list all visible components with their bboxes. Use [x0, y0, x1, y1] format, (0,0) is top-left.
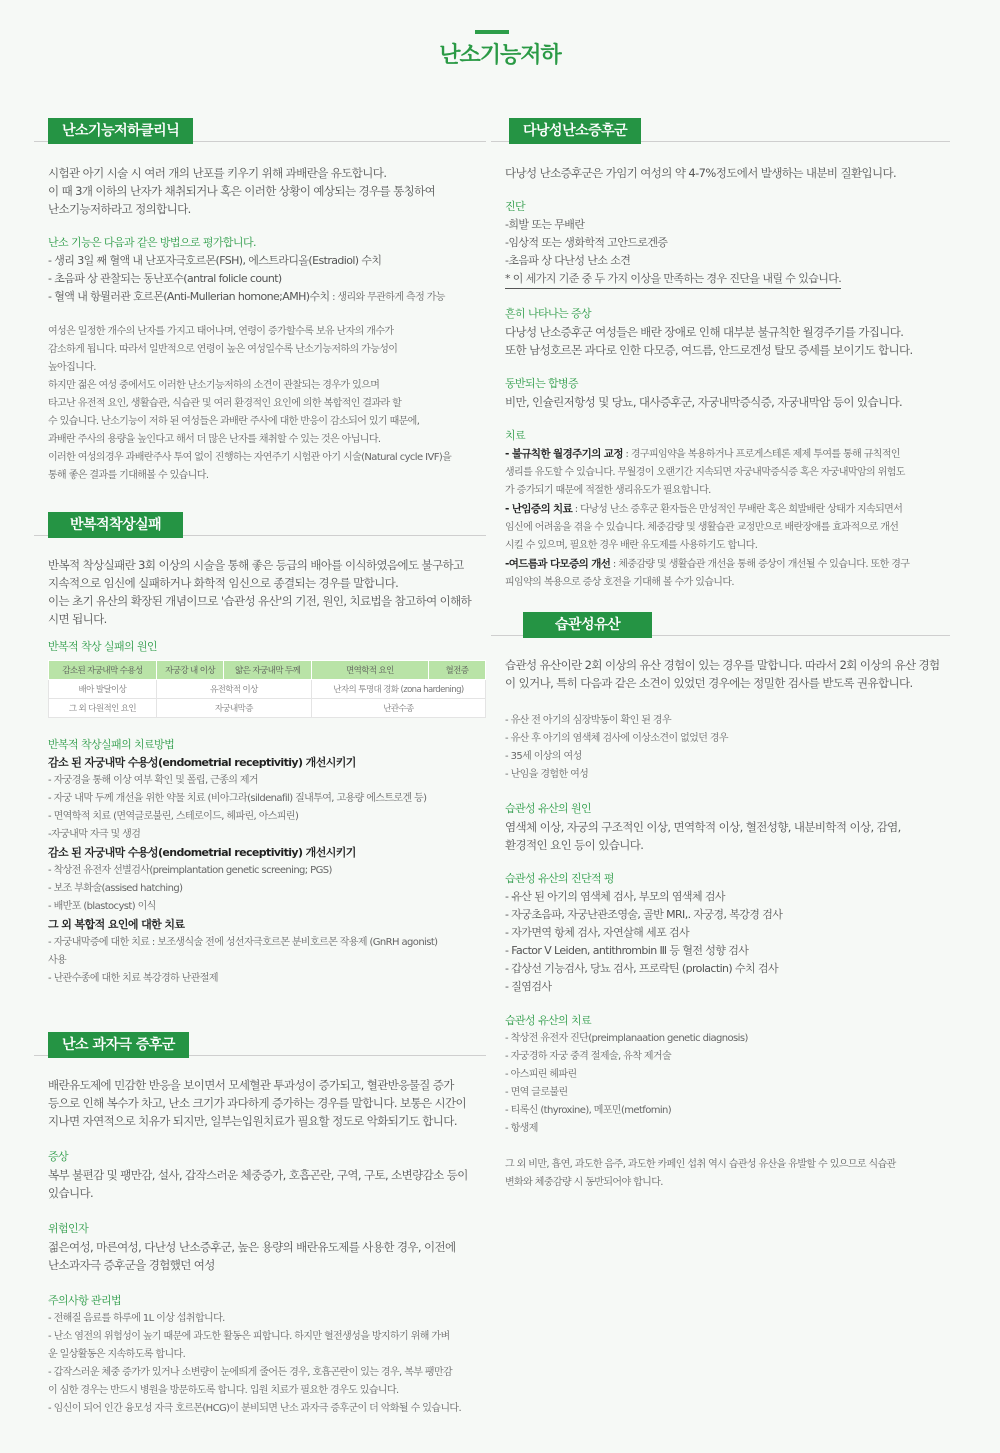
- section-ovarian-hyperstimulation-syndrome: [34, 1018, 486, 1418]
- list-item: - 착상전 유전자 선별검사(preimplantation genetic screening; PGS): [48, 865, 332, 876]
- list-item: - 혈액 내 항뮐러관 호르몬(Anti-Mullerian homone;AMH)수치 : 생리와 무관하게 측정 가능: [48, 290, 445, 303]
- list-item: - 자궁 내막 두께 개선을 위한 약물 치료 (비아그라(sildenafil) 질내투여, 고용량 에스트로겐 등): [48, 793, 427, 804]
- desc-line: 감소하게 됩니다. 따라서 일반적으로 연령이 높은 여성일수록 난소기능저하의 가능성이: [48, 344, 398, 355]
- table-header-cell: 자궁강 내 이상: [156, 661, 223, 680]
- intro-line: 이 있거나, 특히 다음과 같은 소견이 있었던 경우에는 정밀한 검사를 받도록 권유합니다.: [505, 676, 913, 690]
- intro-line: 배란유도제에 민감한 반응을 보이면서 모세혈관 투과성이 증가되고, 혈관반응물질 증가: [48, 1078, 454, 1092]
- treatment-item: - 불규칙한 월경주기의 교정 : 경구피임약을 복용하거나 프로게스테론 제제 투여를 통해 규칙적인: [505, 448, 900, 460]
- intro-line: 이 때 3개 이하의 난자가 채취되거나 혹은 이러한 상황이 예상되는 경우를 통칭하여: [48, 184, 436, 198]
- sub-heading: 증상: [48, 1150, 69, 1163]
- table-header-cell: 얇은 자궁내막 두께: [224, 661, 312, 680]
- sub-heading: 진단: [505, 200, 526, 213]
- text-line: 다낭성 난소증후군 여성들은 배란 장애로 인해 대부분 불규칙한 월경주기를 가집니다.: [505, 325, 904, 339]
- list-item: - 면역 글로불린: [505, 1087, 568, 1098]
- text-line: 염색체 이상, 자궁의 구조적인 이상, 면역학적 이상, 혈전성향, 내분비학적 이상, 감염,: [505, 820, 901, 834]
- outro-line: 그 외 비만, 흡연, 과도한 음주, 과도한 카페인 섭취 역시 습관성 유산을 유발할 수 있으므로 식습관: [505, 1159, 896, 1170]
- sub-heading: 동반되는 합병증: [505, 377, 579, 390]
- intro-line: 지속적으로 임신에 실패하거나 화학적 임신으로 종결되는 경우를 말합니다.: [48, 576, 399, 590]
- list-item: - 자궁내막증에 대한 치료 : 보조생식술 전에 성선자극호르몬 분비호르몬 작용제 (GnRH agonist): [48, 937, 438, 948]
- treat-heading: 감소 된 자궁내막 수용성(endometrial receptivitiy) 개선시키기: [48, 756, 356, 769]
- text-line: 복부 불편감 및 팽만감, 설사, 갑작스러운 체중증가, 호흡곤란, 구역, 구토, 소변량감소 등이: [48, 1168, 468, 1182]
- list-item: - 아스피린 헤파린: [505, 1069, 577, 1080]
- list-item: - 배반포 (blastocyst) 이식: [48, 901, 156, 912]
- list-item: - 난관수종에 대한 치료 복강경하 난관절제: [48, 973, 218, 984]
- table-header-cell: 감소된 자궁내막 수용성: [49, 661, 157, 680]
- sub-heading: 치료: [505, 429, 526, 442]
- table-cell: 자궁내막증: [156, 699, 311, 718]
- table-header-cell: 혈전증: [428, 661, 485, 680]
- list-item: - 항생제: [505, 1123, 538, 1134]
- desc-line: 하지만 젊은 여성 중에서도 이러한 난소기능저하의 소견이 관찰되는 경우가 있으며: [48, 380, 380, 391]
- text-line: 있습니다.: [48, 1186, 94, 1200]
- desc-line: 통해 좋은 결과를 기대해볼 수 있습니다.: [48, 470, 209, 481]
- intro-line: 지나면 자연적으로 치유가 되지만, 일부는입원치료가 필요할 정도로 악화되기도 합니다.: [48, 1114, 457, 1128]
- intro-line: 시험관 아기 시술 시 여러 개의 난포를 키우기 위해 과배란을 유도합니다.: [48, 166, 387, 180]
- section-repeated-implantation-failure: [34, 498, 486, 988]
- section-title: 반복적착상실패: [48, 512, 183, 538]
- table-cell: 난자의 투명대 경화 (zona hardening): [311, 680, 485, 699]
- list-item: - 질염검사: [505, 980, 552, 993]
- desc-line: 수 있습니다. 난소기능이 저하 된 여성들은 과배란 주사에 대한 반응이 감소되어 있기 때문에,: [48, 416, 420, 427]
- list-item: - 난소 염전의 위험성이 높기 때문에 과도한 활동은 피합니다. 하지만 혈전생성을 방지하기 위해 가벼: [48, 1331, 450, 1342]
- list-item: - 유산 후 아기의 염색체 검사에 이상소견이 없었던 경우: [505, 733, 728, 744]
- text-line: 젊은여성, 마른여성, 다난성 난소증후군, 높은 용량의 배란유도제를 사용한 경우, 이전에: [48, 1240, 456, 1254]
- text-line: 비만, 인슐린저항성 및 당뇨, 대사증후군, 자궁내막증식증, 자궁내막암 등이 있습니다.: [505, 395, 903, 409]
- table-header-row: [49, 661, 486, 680]
- list-item: -초음파 상 다난성 난소 소견: [505, 254, 631, 267]
- list-item: - 35세 이상의 여성: [505, 751, 582, 762]
- desc-line: 여성은 일정한 개수의 난자를 가지고 태어나며, 연령이 증가할수록 보유 난자의 개수가: [48, 326, 394, 337]
- list-item: - 생리 3일 째 혈액 내 난포자극호르몬(FSH), 에스트라디올(Estradiol) 수치: [48, 254, 382, 267]
- table-cell: 유전학적 이상: [156, 680, 311, 699]
- desc-line: 타고난 유전적 요인, 생활습관, 식습관 및 여러 환경적인 요인에 의한 복합적인 결과라 할: [48, 398, 402, 409]
- desc-line: 이러한 여성의경우 과배란주사 투여 없이 진행하는 자연주기 시험관 아기 시술(Natural cycle IVF)을: [48, 452, 452, 463]
- list-item: - 착상전 유전자 진단(preimplanaation genetic diagnosis): [505, 1033, 748, 1044]
- list-item: - 자궁초음파, 자궁난관조영술, 골반 MRI,. 자궁경, 복강경 검사: [505, 908, 783, 921]
- section-ovarian-insufficiency-clinic: [34, 104, 486, 485]
- text-line: 또한 남성호르몬 과다로 인한 다모증, 여드름, 안드로겐성 탈모 증세를 보이기도 합니다.: [505, 343, 913, 357]
- treatment-line: 가 증가되기 때문에 적절한 생리유도가 필요합니다.: [505, 485, 711, 496]
- list-item: - 난임을 경험한 여성: [505, 769, 589, 780]
- list-item: - 자가면역 항체 검사, 자연살해 세포 검사: [505, 926, 690, 939]
- page-title-accent-bar: [475, 30, 509, 34]
- section-title: 다낭성난소증후군: [509, 118, 641, 144]
- intro-line: 난소기능저하라고 정의합니다.: [48, 202, 191, 216]
- list-item: 사용: [48, 955, 67, 966]
- treat-heading: 감소 된 자궁내막 수용성(endometrial receptivitiy) 개선시키기: [48, 846, 356, 859]
- sub-heading: 반복적 착상 실패의 원인: [48, 640, 157, 653]
- list-item: - 유산 된 아기의 염색체 검사, 부모의 염색체 검사: [505, 890, 725, 903]
- list-item: 이 심한 경우는 반드시 병원을 방문하도록 합니다. 입원 치료가 필요한 경우도 있습니다.: [48, 1385, 399, 1396]
- treatment-line: 임신에 어려움을 겪을 수 있습니다. 체중감량 및 생활습관 교정만으로 배란장애를 효과적으로 개선: [505, 522, 899, 533]
- sub-heading: 난소 기능은 다음과 같은 방법으로 평가합니다.: [48, 236, 256, 249]
- section-recurrent-pregnancy-loss: [491, 598, 950, 1192]
- list-item: - 자궁경을 통해 이상 여부 확인 및 폴립, 근종의 제거: [48, 775, 258, 786]
- list-item: - 초음파 상 관찰되는 동난포수(antral folicle count): [48, 272, 282, 285]
- intro-line: 다낭성 난소증후군은 가임기 여성의 약 4-7%정도에서 발생하는 내분비 질환입니다.: [505, 166, 897, 180]
- desc-line: 높아집니다.: [48, 362, 96, 373]
- treatment-item: - 난임증의 치료 : 다낭성 난소 증후군 환자들은 만성적인 무배란 혹은 희발배란 상태가 지속되면서: [505, 503, 903, 515]
- sub-heading: 주의사항 관리법: [48, 1294, 122, 1307]
- list-item: - 갑상선 기능검사, 당뇨 검사, 프로락틴 (prolactin) 수치 검사: [505, 962, 778, 975]
- list-item: - 유산 전 아기의 심장박동이 확인 된 경우: [505, 715, 672, 726]
- section-pcos: [491, 104, 950, 592]
- table-header-cell: 면역학적 요인: [311, 661, 428, 680]
- table-cell: 그 외 다원적인 요인: [49, 699, 157, 718]
- treatment-line: 피임약의 복용으로 증상 호전을 기대해 볼 수가 있습니다.: [505, 577, 735, 588]
- treatment-line: 시킬 수 있으며, 필요한 경우 배란 유도제를 사용하기도 합니다.: [505, 540, 758, 551]
- treatment-item: -여드름과 다모증의 개선 : 체중감량 및 생활습관 개선을 통해 증상이 개선될 수 있습니다. 또한 경구: [505, 558, 910, 570]
- cause-table: [48, 660, 486, 718]
- list-item: - 임신이 되어 인간 융모성 자극 호르몬(HCG)이 분비되면 난소 과자극 증후군이 더 악화될 수 있습니다.: [48, 1403, 462, 1414]
- list-item: - 자궁경하 자궁 중격 절제술, 유착 제거술: [505, 1051, 672, 1062]
- treatment-line: 생리를 유도할 수 있습니다. 무월경이 오랜기간 지속되면 자궁내막증식증 혹은 자궁내막암의 위험도: [505, 467, 905, 478]
- section-title: 난소기능저하클리닉: [48, 118, 193, 144]
- list-item: -임상적 또는 생화학적 고안드로겐증: [505, 236, 668, 249]
- list-item: - 면역학적 치료 (면역글로불린, 스테로이드, 헤파린, 아스피린): [48, 811, 299, 822]
- list-item: -희발 또는 무배란: [505, 218, 585, 231]
- sub-heading: 흔히 나타나는 증상: [505, 307, 592, 320]
- list-item: - 전해질 음료를 하루에 1L 이상 섭취합니다.: [48, 1313, 225, 1324]
- sub-heading: 습관성 유산의 치료: [505, 1014, 592, 1027]
- table-cell: 난관수종: [311, 699, 485, 718]
- sub-heading: 위험인자: [48, 1222, 89, 1235]
- list-item: - 갑작스러운 체중 증가가 있거나 소변량이 눈에띄게 줄어든 경우, 호흡곤란이 있는 경우, 복부 팽만감: [48, 1367, 453, 1378]
- intro-line: 습관성 유산이란 2회 이상의 유산 경험이 있는 경우를 말합니다. 따라서 2회 이상의 유산 경험: [505, 658, 940, 672]
- section-title: 습관성유산: [523, 612, 652, 638]
- table-cell: 배아 발달이상: [49, 680, 157, 699]
- sub-heading: 습관성 유산의 원인: [505, 802, 592, 815]
- intro-line: 시면 됩니다.: [48, 612, 107, 626]
- table-row: [49, 699, 486, 718]
- intro-line: 등으로 인해 복수가 차고, 난소 크기가 과다하게 증가하는 경우를 말합니다. 보통은 시간이: [48, 1096, 467, 1110]
- list-item: - 티록신 (thyroxine), 메포민(metfomin): [505, 1105, 672, 1116]
- sub-heading: 반복적 착상실패의 치료방법: [48, 738, 175, 751]
- list-item: 운 일상활동은 지속하도록 합니다.: [48, 1349, 186, 1360]
- desc-line: 과배란 주사의 용량을 높인다고 해서 더 많은 난자를 채취할 수 있는 것은 아닙니다.: [48, 434, 381, 445]
- text-line: 난소과자극 증후군을 경험했던 여성: [48, 1258, 215, 1272]
- treat-heading: 그 외 복합적 요인에 대한 치료: [48, 918, 185, 931]
- sub-heading: 습관성 유산의 진단적 평: [505, 872, 614, 885]
- section-title: 난소 과자극 증후군: [48, 1032, 189, 1058]
- list-item: - 보조 부화술(assised hatching): [48, 883, 183, 894]
- list-item: -자궁내막 자극 및 생검: [48, 829, 141, 840]
- intro-line: 반복적 착상실패란 3회 이상의 시술을 통해 좋은 등급의 배아를 이식하였음에도 불구하고: [48, 558, 464, 572]
- diagnosis-note: * 이 세가지 기준 중 두 가지 이상을 만족하는 경우 진단을 내릴 수 있습니다.: [505, 270, 946, 289]
- table-row: [49, 680, 486, 699]
- text-line: 환경적인 요인 등이 있습니다.: [505, 838, 644, 852]
- page-title: 난소기능저하: [439, 43, 561, 68]
- intro-line: 이는 초기 유산의 확장된 개념이므로 '습관성 유산'의 기전, 원인, 치료법을 참고하여 이해하: [48, 594, 472, 608]
- list-item: - Factor V Leiden, antithrombin Ⅲ 등 혈전 성향 검사: [505, 944, 749, 957]
- outro-line: 변화와 체중감량 시 동반되어야 합니다.: [505, 1177, 663, 1188]
